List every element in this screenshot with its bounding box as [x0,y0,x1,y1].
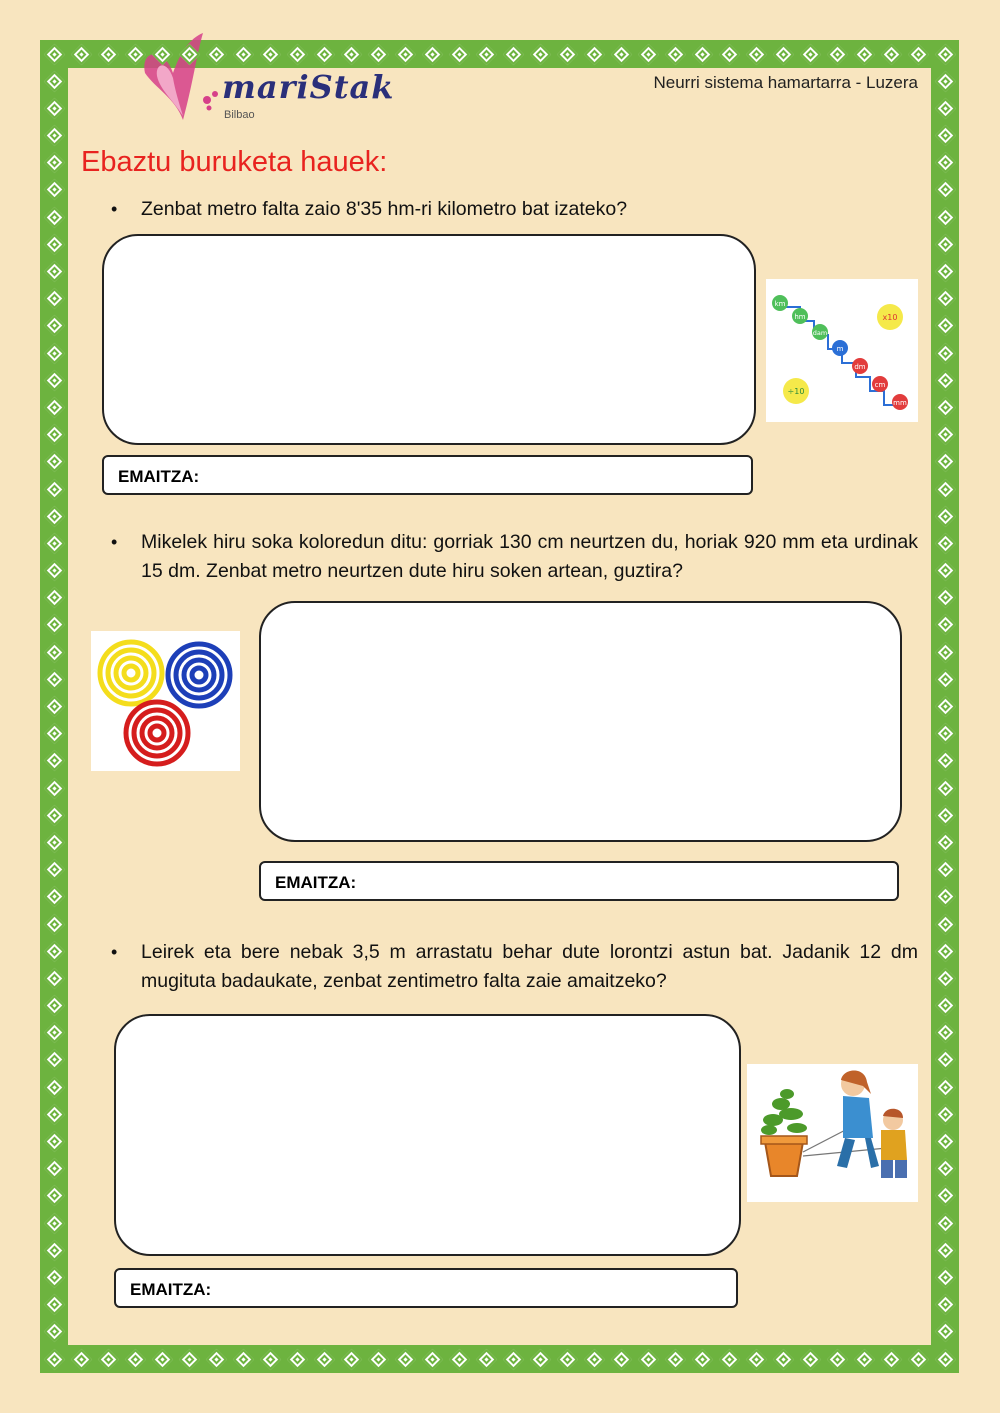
result-label: EMAITZA: [118,467,200,486]
ropes-drawing [91,631,240,771]
unit-mm: mm [893,399,907,407]
unit-dam: dam [812,329,828,337]
question-1 [111,195,921,224]
unit-cm: cm [874,381,886,389]
question-2-text: Mikelek hiru soka koloredun ditu: gorriak 130 cm neurtzen du, horiak 920 mm eta urdinak 15 dm. Zenbat metro neurtzen dute hiru soken artean, guztira? [141,531,918,582]
answer-box-3[interactable] [114,1014,741,1256]
colored-ropes-image [91,631,240,771]
result-box-3[interactable] [114,1268,738,1308]
answer-box-1[interactable] [102,234,756,445]
result-box-2[interactable] [259,861,899,901]
logo-wordmark: mariStak [222,68,395,106]
unit-staircase-image [766,279,918,422]
answer-box-2[interactable] [259,601,902,842]
unit-dm: dm [854,363,866,371]
kids-pulling-plant-image [747,1064,918,1202]
unit-hm: hm [794,313,806,321]
bullet: • [111,532,118,552]
question-1-text: Zenbat metro falta zaio 8'35 hm-ri kilometro bat izateko? [141,198,628,220]
question-3-text: Leirek eta bere nebak 3,5 m arrastatu behar dute lorontzi astun bat. Jadanik 12 dm mugituta badaukate, zenbat zentimetro falta zaie amaitzeko? [141,941,918,992]
bullet: • [111,199,118,219]
unit-km: km [774,300,786,308]
result-label: EMAITZA: [275,873,357,892]
unit-conversion-diagram [766,279,918,422]
kids-drawing [747,1064,918,1202]
unit-m: m [836,345,844,353]
question-2 [111,528,918,586]
question-3 [111,938,918,996]
result-box-1[interactable] [102,455,753,495]
logo-city: Bilbao [224,109,255,121]
worksheet-title: Neurri sistema hamartarra - Luzera [653,73,918,92]
bullet: • [111,942,118,962]
section-title: Ebaztu buruketa hauek: [81,146,388,178]
multiply-label: x10 [882,313,898,322]
result-label: EMAITZA: [130,1280,212,1299]
divide-label: ÷10 [787,387,805,396]
